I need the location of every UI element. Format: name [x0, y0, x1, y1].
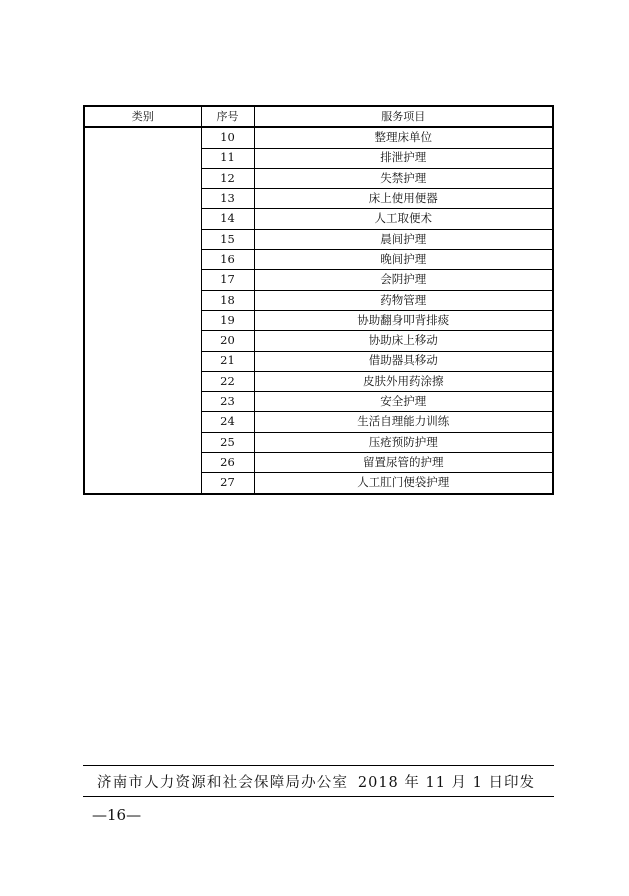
row-number-cell: 26 [201, 453, 254, 473]
service-item-cell: 协助床上移动 [254, 331, 553, 351]
row-number-cell: 14 [201, 209, 254, 229]
table-header-row [84, 106, 553, 127]
service-item-cell: 生活自理能力训练 [254, 412, 553, 432]
row-number-cell: 13 [201, 189, 254, 209]
service-item-cell: 晚间护理 [254, 250, 553, 270]
row-number-cell: 16 [201, 250, 254, 270]
header-category: 类别 [84, 106, 201, 127]
row-number-cell: 12 [201, 168, 254, 188]
table-row [84, 127, 553, 148]
row-number-cell: 23 [201, 392, 254, 412]
row-number-cell: 19 [201, 310, 254, 330]
table-body [84, 127, 553, 493]
header-service-item: 服务项目 [254, 106, 553, 127]
service-item-cell: 皮肤外用药涂擦 [254, 371, 553, 391]
row-number-cell: 18 [201, 290, 254, 310]
service-item-cell: 安全护理 [254, 392, 553, 412]
issuing-office: 济南市人力资源和社会保障局办公室 [97, 775, 349, 791]
service-item-cell: 失禁护理 [254, 168, 553, 188]
service-item-cell: 人工肛门便袋护理 [254, 473, 553, 494]
service-item-cell: 协助翻身叩背排痰 [254, 310, 553, 330]
row-number-cell: 22 [201, 371, 254, 391]
service-item-cell: 借助器具移动 [254, 351, 553, 371]
header-number: 序号 [201, 106, 254, 127]
row-number-cell: 25 [201, 432, 254, 452]
service-items-table [83, 105, 554, 495]
row-number-cell: 11 [201, 148, 254, 168]
service-item-cell: 床上使用便器 [254, 189, 553, 209]
service-item-cell: 整理床单位 [254, 127, 553, 148]
issue-date: 2018 年 11 月 1 日印发 [357, 775, 535, 791]
service-item-cell: 压疮预防护理 [254, 432, 553, 452]
footer-bottom-rule [83, 796, 554, 797]
service-item-cell: 排泄护理 [254, 148, 553, 168]
row-number-cell: 27 [201, 473, 254, 494]
service-item-cell: 留置尿管的护理 [254, 453, 553, 473]
row-number-cell: 15 [201, 229, 254, 249]
row-number-cell: 21 [201, 351, 254, 371]
category-cell [84, 127, 201, 493]
service-item-cell: 晨间护理 [254, 229, 553, 249]
row-number-cell: 17 [201, 270, 254, 290]
row-number-cell: 10 [201, 127, 254, 148]
row-number-cell: 20 [201, 331, 254, 351]
service-item-cell: 药物管理 [254, 290, 553, 310]
service-item-cell: 会阴护理 [254, 270, 553, 290]
service-item-cell: 人工取便术 [254, 209, 553, 229]
page-number: —16— [92, 806, 142, 824]
footer-top-rule [83, 765, 554, 766]
row-number-cell: 24 [201, 412, 254, 432]
